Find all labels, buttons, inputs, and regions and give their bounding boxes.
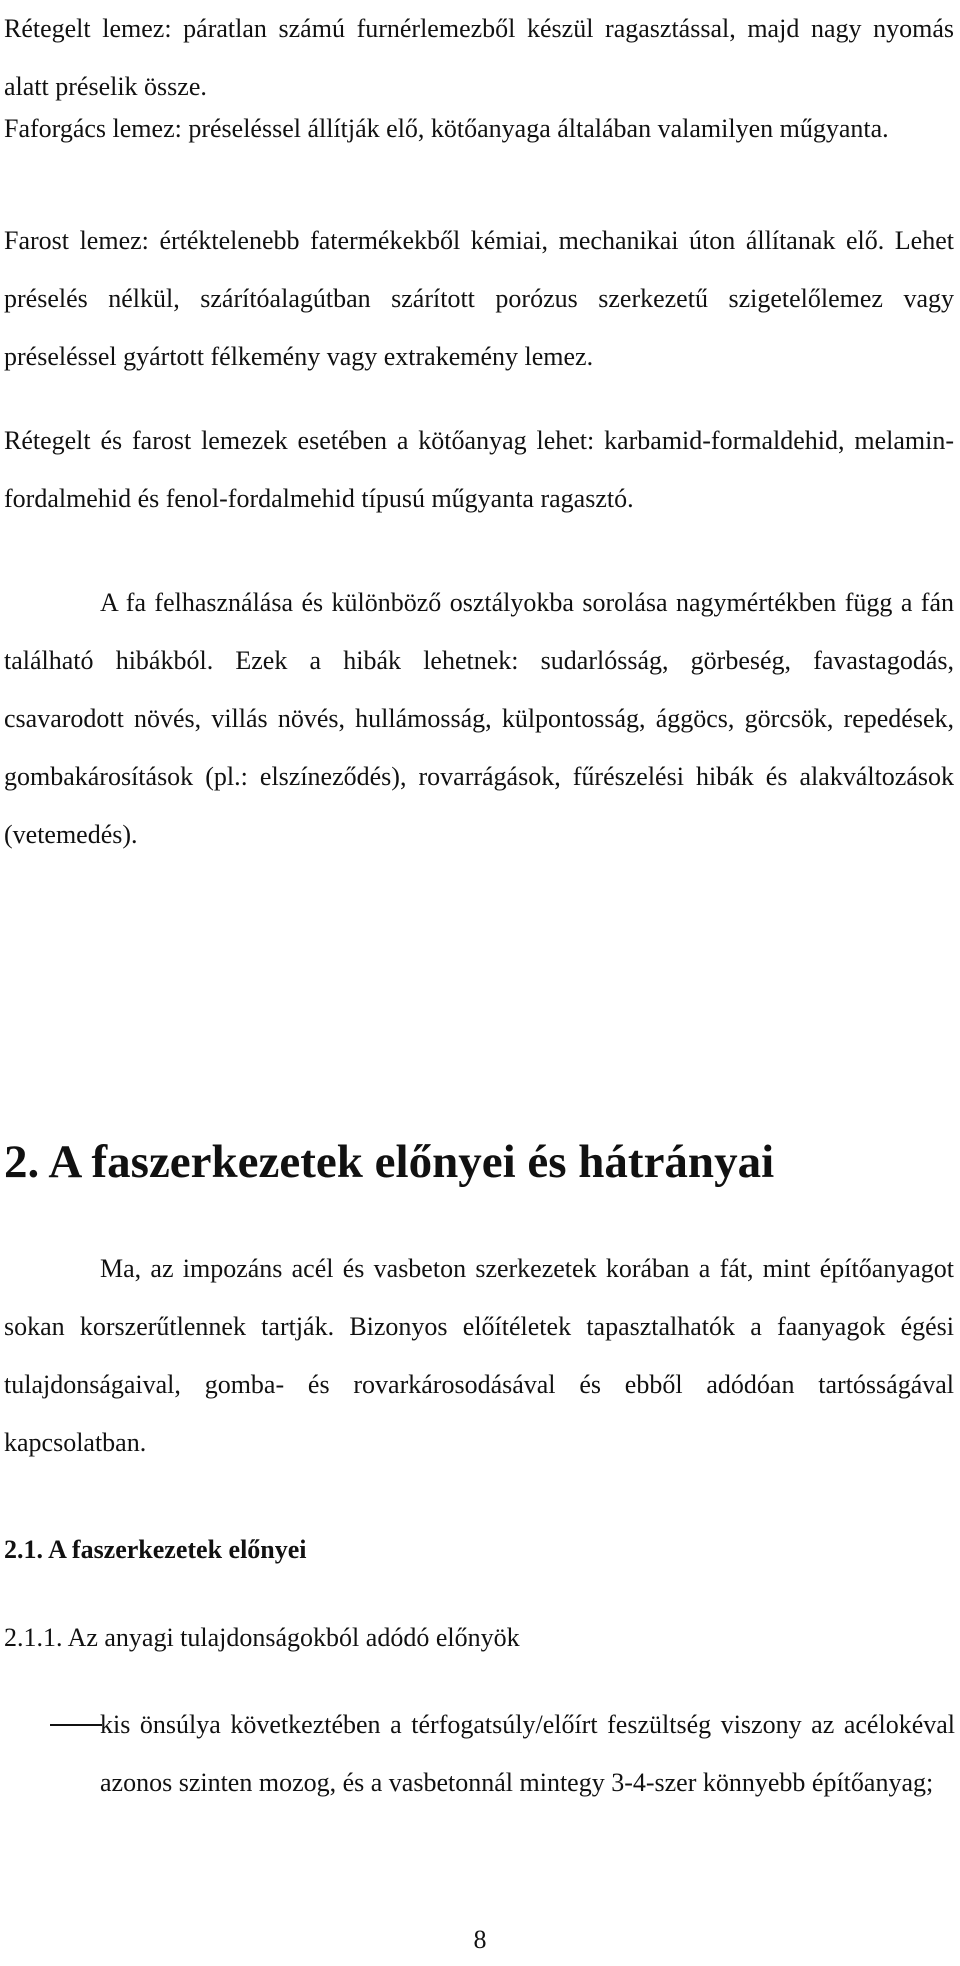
section-paragraph: Ma, az impozáns acél és vasbeton szerkezetek korában a fát, mint építőanyagot sokan korszerűtlennek tartják. Bizonyos előítéletek tapasztalhatók a faanyagok égési tulajdonságaival, gomba- és rovarkárosodásával és ebből adódóan tartósságával kapcsolatban. <box>4 1254 954 1457</box>
paragraph-fa-hibak: A fa felhasználása és különböző osztályokba sorolása nagymértékben függ a fán található hibákból. Ezek a hibák lehetnek: sudarlósság, görbeség, favastagodás, csavarodott növés, villás növés, hullámosság, külpontosság, ággöcs, görcsök, repedések, gombakárosítások (pl.: elszíneződés), rovarrágások, fűrészelési hibák és alakváltozások (vetemedés). <box>4 588 954 849</box>
section-heading: 2. A faszerkezetek előnyei és hátrányai <box>4 1136 775 1188</box>
paragraph-farost-lemez: Farost lemez: értéktelenebb fatermékekből kémiai, mechanikai úton állítanak elő. Lehet préselés nélkül, szárítóalagútban szárított porózus szerkezetű szigetelőlemez vagy préseléssel gyártott félkemény vagy extrakemény lemez. <box>4 226 954 371</box>
paragraph-faforgacs-lemez: Faforgács lemez: préseléssel állítják elő, kötőanyaga általában valamilyen műgyanta. <box>4 114 889 143</box>
list-item-text: kis önsúlya következtében a térfogatsúly/előírt feszültség viszony az acélokéval azonos szinten mozog, és a vasbetonnál mintegy 3-4-szer könnyebb építőanyag; <box>100 1710 955 1797</box>
page-number: 8 <box>473 1925 487 1954</box>
dash-bullet-icon <box>50 1724 102 1726</box>
subsubsection-heading: 2.1.1. Az anyagi tulajdonságokból adódó előnyök <box>4 1623 520 1652</box>
paragraph-kotoanyag: Rétegelt és farost lemezek esetében a kötőanyag lehet: karbamid-formaldehid, melamin-fordalmehid és fenol-fordalmehid típusú műgyanta ragasztó. <box>4 426 954 513</box>
subsection-heading: 2.1. A faszerkezetek előnyei <box>4 1535 307 1564</box>
paragraph-reteges-lemez: Rétegelt lemez: páratlan számú furnérlemezből készül ragasztással, majd nagy nyomás alatt préselik össze. <box>4 14 954 101</box>
